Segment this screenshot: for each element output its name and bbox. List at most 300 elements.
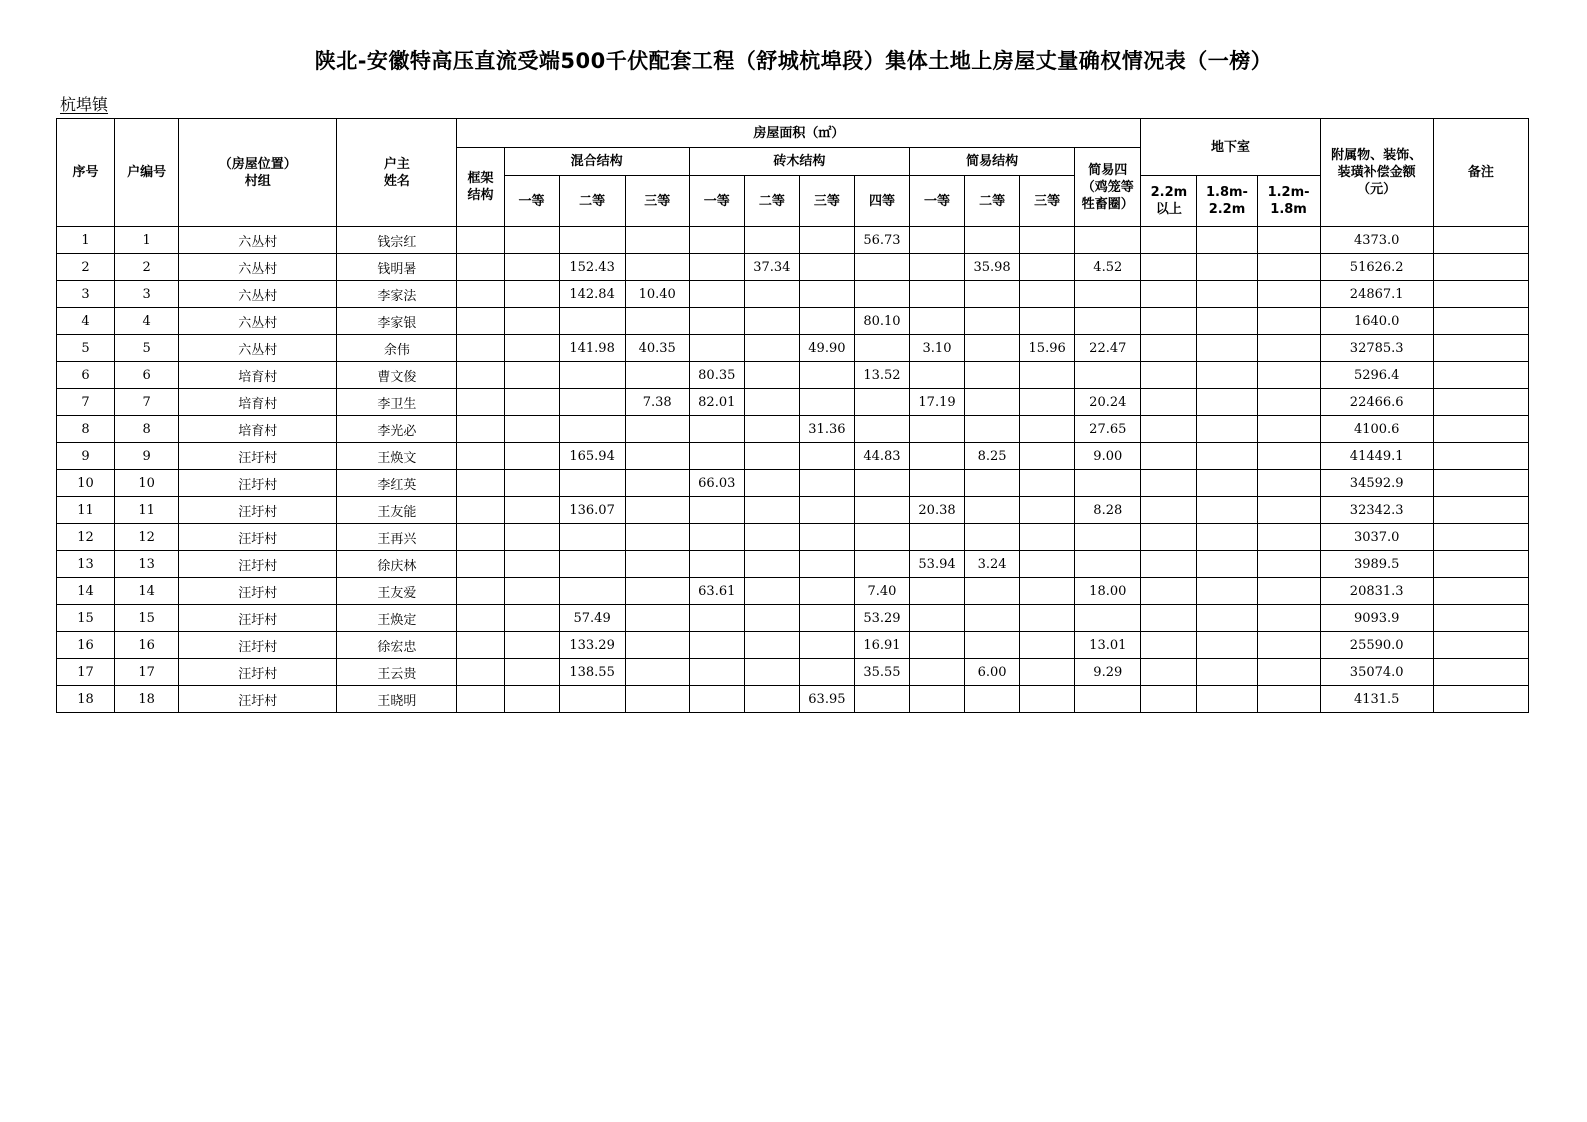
cell-simple-grade3 <box>1020 497 1075 524</box>
cell-brick-grade1 <box>689 686 744 713</box>
cell-brick-grade4: 56.73 <box>854 227 909 254</box>
cell-owner: 王焕定 <box>337 605 457 632</box>
cell-brick-grade3: 31.36 <box>799 416 854 443</box>
header-location <box>179 119 337 227</box>
cell-simple-grade2 <box>965 497 1020 524</box>
cell-basement-c <box>1257 416 1320 443</box>
cell-mixed-grade2 <box>559 551 625 578</box>
cell-seq: 4 <box>57 308 115 335</box>
cell-simple-grade2 <box>965 227 1020 254</box>
cell-simple-grade1 <box>909 308 964 335</box>
cell-household-id: 12 <box>115 524 179 551</box>
table-row <box>57 578 1529 605</box>
cell-simple-grade1: 53.94 <box>909 551 964 578</box>
cell-brick-grade2 <box>744 281 799 308</box>
cell-frame <box>457 335 504 362</box>
cell-brick-grade2 <box>744 470 799 497</box>
cell-brick-grade2 <box>744 686 799 713</box>
cell-mixed-grade3 <box>625 578 689 605</box>
header-brick-grade4: 四等 <box>854 176 909 227</box>
cell-basement-a <box>1141 659 1197 686</box>
cell-brick-grade3: 49.90 <box>799 335 854 362</box>
cell-seq: 2 <box>57 254 115 281</box>
cell-simple-grade2: 3.24 <box>965 551 1020 578</box>
header-simple-grade1: 一等 <box>909 176 964 227</box>
cell-owner: 李红英 <box>337 470 457 497</box>
cell-basement-c <box>1257 335 1320 362</box>
cell-simple-grade2 <box>965 632 1020 659</box>
cell-remarks <box>1433 362 1528 389</box>
cell-brick-grade4 <box>854 389 909 416</box>
cell-remarks <box>1433 605 1528 632</box>
cell-simple4: 20.24 <box>1075 389 1141 416</box>
header-frame-line2: 结构 <box>467 188 494 203</box>
header-basement-b-line1: 1.8m- <box>1205 185 1248 200</box>
cell-basement-c <box>1257 497 1320 524</box>
header-comp-line1: 附属物、装饰、 <box>1331 148 1423 163</box>
cell-brick-grade3 <box>799 470 854 497</box>
header-mixed-grade2: 二等 <box>559 176 625 227</box>
cell-compensation: 32342.3 <box>1320 497 1433 524</box>
header-owner-line1: 户主 <box>383 156 410 172</box>
cell-basement-c <box>1257 551 1320 578</box>
header-simple4 <box>1075 148 1141 227</box>
header-mixed: 混合结构 <box>504 148 689 176</box>
cell-household-id: 8 <box>115 416 179 443</box>
cell-seq: 15 <box>57 605 115 632</box>
cell-mixed-grade3: 40.35 <box>625 335 689 362</box>
cell-remarks <box>1433 578 1528 605</box>
cell-frame <box>457 416 504 443</box>
cell-brick-grade1 <box>689 335 744 362</box>
cell-simple-grade1 <box>909 227 964 254</box>
header-basement-b <box>1197 176 1257 227</box>
property-table <box>56 118 1529 713</box>
cell-remarks <box>1433 308 1528 335</box>
cell-owner: 李家银 <box>337 308 457 335</box>
cell-brick-grade2 <box>744 389 799 416</box>
header-basement-c-line1: 1.2m- <box>1267 185 1310 200</box>
cell-mixed-grade2: 57.49 <box>559 605 625 632</box>
header-comp-line3: （元） <box>1357 182 1397 197</box>
cell-frame <box>457 308 504 335</box>
cell-brick-grade4 <box>854 551 909 578</box>
cell-mixed-grade3 <box>625 524 689 551</box>
cell-brick-grade4 <box>854 416 909 443</box>
cell-simple4: 4.52 <box>1075 254 1141 281</box>
cell-compensation: 3037.0 <box>1320 524 1433 551</box>
cell-basement-c <box>1257 632 1320 659</box>
cell-owner: 余伟 <box>337 335 457 362</box>
cell-frame <box>457 659 504 686</box>
cell-simple-grade3 <box>1020 578 1075 605</box>
table-row <box>57 443 1529 470</box>
cell-remarks <box>1433 686 1528 713</box>
cell-mixed-grade3 <box>625 659 689 686</box>
cell-owner: 王友爱 <box>337 578 457 605</box>
cell-simple-grade2 <box>965 281 1020 308</box>
cell-basement-c <box>1257 470 1320 497</box>
cell-basement-a <box>1141 416 1197 443</box>
header-basement-a <box>1141 176 1197 227</box>
cell-compensation: 9093.9 <box>1320 605 1433 632</box>
cell-household-id: 15 <box>115 605 179 632</box>
cell-mixed-grade2 <box>559 416 625 443</box>
town-label: 杭埠镇 <box>60 95 109 114</box>
header-brick: 砖木结构 <box>689 148 909 176</box>
cell-basement-b <box>1197 254 1257 281</box>
cell-owner: 王晓明 <box>337 686 457 713</box>
cell-simple4 <box>1075 227 1141 254</box>
cell-mixed-grade1 <box>504 254 559 281</box>
cell-basement-b <box>1197 470 1257 497</box>
cell-owner: 李光必 <box>337 416 457 443</box>
cell-brick-grade4 <box>854 686 909 713</box>
cell-frame <box>457 470 504 497</box>
cell-household-id: 14 <box>115 578 179 605</box>
cell-seq: 9 <box>57 443 115 470</box>
header-simple4-line1: 简易四 <box>1088 162 1128 178</box>
cell-basement-b <box>1197 497 1257 524</box>
cell-simple-grade2 <box>965 308 1020 335</box>
cell-frame <box>457 362 504 389</box>
cell-brick-grade4: 35.55 <box>854 659 909 686</box>
cell-mixed-grade2 <box>559 578 625 605</box>
cell-remarks <box>1433 443 1528 470</box>
cell-basement-b <box>1197 578 1257 605</box>
table-body <box>57 227 1529 713</box>
cell-mixed-grade1 <box>504 281 559 308</box>
cell-simple4: 9.00 <box>1075 443 1141 470</box>
cell-basement-b <box>1197 335 1257 362</box>
cell-brick-grade1 <box>689 497 744 524</box>
cell-owner: 徐宏忠 <box>337 632 457 659</box>
cell-mixed-grade3 <box>625 416 689 443</box>
cell-simple-grade3 <box>1020 524 1075 551</box>
cell-brick-grade4: 80.10 <box>854 308 909 335</box>
cell-brick-grade2 <box>744 632 799 659</box>
cell-simple-grade1 <box>909 632 964 659</box>
header-basement-c-line2: 1.8m <box>1270 202 1307 217</box>
cell-mixed-grade3 <box>625 605 689 632</box>
cell-remarks <box>1433 281 1528 308</box>
cell-mixed-grade2 <box>559 524 625 551</box>
cell-brick-grade1 <box>689 524 744 551</box>
header-simple-grade2: 二等 <box>965 176 1020 227</box>
cell-simple4 <box>1075 524 1141 551</box>
cell-basement-c <box>1257 308 1320 335</box>
cell-village: 汪圩村 <box>179 686 337 713</box>
cell-simple4 <box>1075 308 1141 335</box>
cell-brick-grade4 <box>854 524 909 551</box>
cell-owner: 曹文俊 <box>337 362 457 389</box>
cell-basement-b <box>1197 524 1257 551</box>
cell-seq: 17 <box>57 659 115 686</box>
cell-brick-grade4: 44.83 <box>854 443 909 470</box>
cell-brick-grade3 <box>799 605 854 632</box>
table-row <box>57 416 1529 443</box>
cell-mixed-grade3: 7.38 <box>625 389 689 416</box>
cell-brick-grade2 <box>744 416 799 443</box>
cell-frame <box>457 443 504 470</box>
cell-mixed-grade3 <box>625 308 689 335</box>
cell-brick-grade1 <box>689 605 744 632</box>
header-basement: 地下室 <box>1141 119 1320 176</box>
cell-mixed-grade2: 152.43 <box>559 254 625 281</box>
cell-seq: 3 <box>57 281 115 308</box>
cell-basement-c <box>1257 605 1320 632</box>
cell-basement-c <box>1257 362 1320 389</box>
cell-mixed-grade3: 10.40 <box>625 281 689 308</box>
cell-simple-grade2 <box>965 362 1020 389</box>
header-brick-grade1: 一等 <box>689 176 744 227</box>
cell-village: 汪圩村 <box>179 497 337 524</box>
header-basement-c <box>1257 176 1320 227</box>
cell-mixed-grade2 <box>559 389 625 416</box>
cell-basement-a <box>1141 335 1197 362</box>
cell-simple-grade3: 15.96 <box>1020 335 1075 362</box>
cell-mixed-grade1 <box>504 551 559 578</box>
cell-basement-c <box>1257 389 1320 416</box>
cell-village: 六丛村 <box>179 335 337 362</box>
cell-brick-grade3 <box>799 281 854 308</box>
table-row <box>57 686 1529 713</box>
header-basement-a-line2: 以上 <box>1155 202 1182 217</box>
cell-household-id: 17 <box>115 659 179 686</box>
cell-seq: 16 <box>57 632 115 659</box>
cell-simple-grade2 <box>965 335 1020 362</box>
cell-compensation: 51626.2 <box>1320 254 1433 281</box>
cell-village: 六丛村 <box>179 227 337 254</box>
cell-simple4: 18.00 <box>1075 578 1141 605</box>
cell-simple4 <box>1075 362 1141 389</box>
page-title: 陕北-安徽特高压直流受端500千伏配套工程（舒城杭埠段）集体土地上房屋丈量确权情况表（一榜） <box>314 49 1273 73</box>
cell-brick-grade1: 80.35 <box>689 362 744 389</box>
table-row <box>57 659 1529 686</box>
cell-brick-grade3 <box>799 254 854 281</box>
cell-brick-grade4 <box>854 281 909 308</box>
header-remarks: 备注 <box>1433 119 1528 227</box>
cell-household-id: 9 <box>115 443 179 470</box>
cell-simple-grade3 <box>1020 254 1075 281</box>
cell-basement-b <box>1197 551 1257 578</box>
cell-basement-b <box>1197 416 1257 443</box>
cell-brick-grade1 <box>689 659 744 686</box>
cell-brick-grade4: 16.91 <box>854 632 909 659</box>
header-simple4-line3: 牲畜圈） <box>1081 196 1134 212</box>
cell-brick-grade3 <box>799 227 854 254</box>
cell-simple-grade2 <box>965 470 1020 497</box>
cell-simple-grade1: 17.19 <box>909 389 964 416</box>
cell-simple-grade3 <box>1020 281 1075 308</box>
cell-mixed-grade1 <box>504 470 559 497</box>
header-frame-line1: 框架 <box>467 171 494 186</box>
table-row <box>57 308 1529 335</box>
header-location-line1: （房屋位置） <box>218 156 297 172</box>
cell-brick-grade3: 63.95 <box>799 686 854 713</box>
cell-brick-grade2: 37.34 <box>744 254 799 281</box>
cell-mixed-grade2 <box>559 686 625 713</box>
cell-mixed-grade1 <box>504 335 559 362</box>
cell-basement-c <box>1257 578 1320 605</box>
cell-mixed-grade2: 141.98 <box>559 335 625 362</box>
table-row <box>57 227 1529 254</box>
cell-simple4: 27.65 <box>1075 416 1141 443</box>
cell-mixed-grade3 <box>625 254 689 281</box>
cell-basement-a <box>1141 470 1197 497</box>
cell-basement-b <box>1197 632 1257 659</box>
cell-simple-grade1 <box>909 281 964 308</box>
table-row <box>57 605 1529 632</box>
cell-brick-grade3 <box>799 578 854 605</box>
cell-compensation: 24867.1 <box>1320 281 1433 308</box>
cell-simple-grade3 <box>1020 308 1075 335</box>
cell-compensation: 5296.4 <box>1320 362 1433 389</box>
cell-brick-grade4 <box>854 335 909 362</box>
cell-basement-c <box>1257 254 1320 281</box>
cell-brick-grade2 <box>744 362 799 389</box>
header-brick-grade3: 三等 <box>799 176 854 227</box>
header-compensation <box>1320 119 1433 227</box>
cell-basement-a <box>1141 497 1197 524</box>
cell-mixed-grade3 <box>625 551 689 578</box>
cell-compensation: 4100.6 <box>1320 416 1433 443</box>
cell-simple4 <box>1075 551 1141 578</box>
header-frame <box>457 148 504 227</box>
cell-seq: 7 <box>57 389 115 416</box>
cell-frame <box>457 605 504 632</box>
cell-seq: 12 <box>57 524 115 551</box>
cell-simple-grade1 <box>909 416 964 443</box>
cell-basement-a <box>1141 254 1197 281</box>
cell-simple4: 22.47 <box>1075 335 1141 362</box>
table-row <box>57 470 1529 497</box>
header-simple-grade3: 三等 <box>1020 176 1075 227</box>
table-row <box>57 281 1529 308</box>
cell-household-id: 7 <box>115 389 179 416</box>
cell-household-id: 18 <box>115 686 179 713</box>
cell-brick-grade3 <box>799 308 854 335</box>
cell-basement-a <box>1141 686 1197 713</box>
cell-brick-grade1: 63.61 <box>689 578 744 605</box>
cell-brick-grade3 <box>799 551 854 578</box>
cell-remarks <box>1433 389 1528 416</box>
cell-basement-b <box>1197 686 1257 713</box>
cell-mixed-grade2: 138.55 <box>559 659 625 686</box>
cell-mixed-grade1 <box>504 605 559 632</box>
cell-seq: 10 <box>57 470 115 497</box>
cell-mixed-grade1 <box>504 227 559 254</box>
cell-simple4: 8.28 <box>1075 497 1141 524</box>
cell-mixed-grade2: 136.07 <box>559 497 625 524</box>
header-comp-line2: 装璜补偿金额 <box>1337 165 1416 180</box>
cell-mixed-grade3 <box>625 443 689 470</box>
cell-brick-grade3 <box>799 524 854 551</box>
cell-basement-c <box>1257 227 1320 254</box>
cell-remarks <box>1433 335 1528 362</box>
cell-brick-grade2 <box>744 659 799 686</box>
header-seq: 序号 <box>57 119 115 227</box>
cell-household-id: 6 <box>115 362 179 389</box>
cell-compensation: 34592.9 <box>1320 470 1433 497</box>
cell-simple-grade3 <box>1020 686 1075 713</box>
cell-frame <box>457 578 504 605</box>
cell-simple-grade3 <box>1020 632 1075 659</box>
cell-simple-grade1 <box>909 686 964 713</box>
table-row <box>57 254 1529 281</box>
cell-simple-grade3 <box>1020 659 1075 686</box>
cell-household-id: 10 <box>115 470 179 497</box>
cell-mixed-grade2: 142.84 <box>559 281 625 308</box>
cell-simple-grade2 <box>965 578 1020 605</box>
cell-simple-grade2 <box>965 605 1020 632</box>
cell-mixed-grade3 <box>625 632 689 659</box>
table-row <box>57 335 1529 362</box>
cell-compensation: 3989.5 <box>1320 551 1433 578</box>
cell-seq: 14 <box>57 578 115 605</box>
cell-mixed-grade2: 133.29 <box>559 632 625 659</box>
cell-remarks <box>1433 524 1528 551</box>
cell-village: 汪圩村 <box>179 443 337 470</box>
cell-simple-grade1 <box>909 254 964 281</box>
cell-simple-grade2: 35.98 <box>965 254 1020 281</box>
cell-basement-c <box>1257 524 1320 551</box>
cell-simple-grade3 <box>1020 605 1075 632</box>
cell-brick-grade2 <box>744 524 799 551</box>
cell-brick-grade4: 13.52 <box>854 362 909 389</box>
cell-mixed-grade3 <box>625 497 689 524</box>
cell-mixed-grade3 <box>625 470 689 497</box>
cell-village: 培育村 <box>179 362 337 389</box>
cell-seq: 11 <box>57 497 115 524</box>
header-area-group: 房屋面积（㎡） <box>457 119 1141 148</box>
cell-simple-grade3 <box>1020 227 1075 254</box>
header-mixed-grade3: 三等 <box>625 176 689 227</box>
cell-owner: 王焕文 <box>337 443 457 470</box>
cell-brick-grade1: 82.01 <box>689 389 744 416</box>
cell-brick-grade3 <box>799 659 854 686</box>
table-row <box>57 551 1529 578</box>
cell-owner: 王再兴 <box>337 524 457 551</box>
cell-mixed-grade1 <box>504 443 559 470</box>
cell-frame <box>457 524 504 551</box>
cell-mixed-grade2 <box>559 470 625 497</box>
header-household-id: 户编号 <box>115 119 179 227</box>
cell-compensation: 32785.3 <box>1320 335 1433 362</box>
cell-village: 六丛村 <box>179 254 337 281</box>
cell-mixed-grade2 <box>559 362 625 389</box>
cell-simple-grade3 <box>1020 470 1075 497</box>
cell-village: 汪圩村 <box>179 524 337 551</box>
cell-brick-grade1 <box>689 281 744 308</box>
cell-owner: 钱明暑 <box>337 254 457 281</box>
cell-frame <box>457 497 504 524</box>
header-location-line2: 村组 <box>244 173 271 189</box>
cell-simple-grade2 <box>965 416 1020 443</box>
cell-basement-a <box>1141 362 1197 389</box>
cell-simple-grade3 <box>1020 443 1075 470</box>
cell-village: 汪圩村 <box>179 551 337 578</box>
cell-remarks <box>1433 551 1528 578</box>
cell-basement-a <box>1141 524 1197 551</box>
cell-basement-a <box>1141 281 1197 308</box>
cell-brick-grade1 <box>689 416 744 443</box>
cell-simple-grade2 <box>965 524 1020 551</box>
cell-mixed-grade2 <box>559 227 625 254</box>
cell-simple-grade2 <box>965 686 1020 713</box>
cell-frame <box>457 551 504 578</box>
cell-village: 六丛村 <box>179 308 337 335</box>
